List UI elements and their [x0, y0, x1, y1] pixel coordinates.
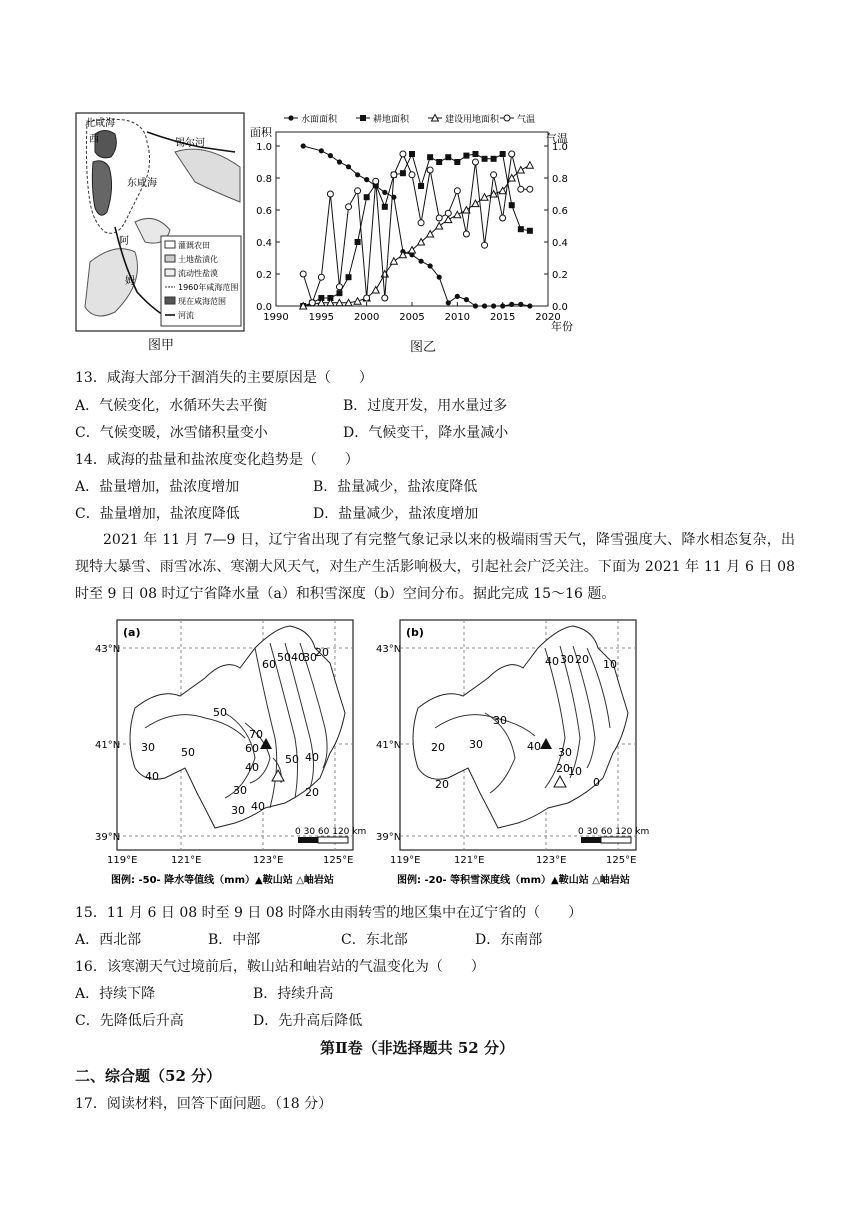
data-point — [446, 300, 451, 305]
caption-jia: 图甲 — [148, 338, 175, 353]
q15-option-a[interactable]: A．西北部 — [75, 932, 142, 948]
data-point — [526, 162, 533, 169]
q13-option-c[interactable]: C．气候变暖，冰雪储积量变小 — [75, 425, 268, 441]
legend-label: 气温 — [517, 115, 536, 125]
svg-text:1960年咸海范围: 1960年咸海范围 — [178, 283, 239, 292]
svg-text:70: 70 — [249, 728, 263, 741]
label-west: 西 — [89, 134, 99, 145]
data-point — [355, 172, 360, 177]
data-point — [518, 302, 523, 307]
data-point — [481, 194, 488, 201]
data-point — [463, 153, 469, 159]
data-point — [354, 298, 361, 305]
y-right-tick-label: 0.0 — [552, 302, 568, 313]
svg-text:20: 20 — [556, 762, 570, 775]
data-point — [491, 172, 497, 178]
data-point — [373, 178, 379, 184]
data-point — [409, 151, 415, 157]
svg-text:43°N: 43°N — [95, 644, 121, 655]
data-point — [418, 259, 423, 264]
x-tick-label: 2015 — [489, 312, 516, 323]
data-point — [428, 263, 433, 268]
data-point — [318, 274, 324, 280]
data-point — [499, 187, 506, 194]
x-tick-label: 1995 — [308, 312, 335, 323]
data-point — [364, 177, 369, 182]
svg-text:50: 50 — [181, 746, 195, 759]
data-point — [463, 231, 469, 237]
legend-label: 耕地面积 — [373, 115, 410, 125]
svg-text:121°E: 121°E — [171, 855, 202, 866]
svg-text:30: 30 — [141, 741, 155, 754]
data-point — [400, 170, 406, 176]
data-point — [372, 287, 379, 294]
svg-text:41°N: 41°N — [376, 740, 402, 751]
svg-text:121°E: 121°E — [454, 855, 485, 866]
y-left-tick-label: 0.8 — [256, 174, 272, 185]
svg-text:(a): (a) — [123, 626, 141, 639]
svg-text:20: 20 — [575, 653, 589, 666]
svg-text:41°N: 41°N — [95, 740, 121, 751]
data-point — [482, 242, 488, 248]
data-point — [509, 302, 514, 307]
data-point — [491, 156, 497, 162]
data-point — [288, 115, 293, 120]
q14-option-b[interactable]: B．盐量减少，盐浓度降低 — [313, 479, 478, 495]
data-point — [336, 290, 342, 296]
data-point — [336, 284, 342, 290]
q16-option-a[interactable]: A．持续下降 — [75, 986, 156, 1002]
label-amu-1: 阿 — [119, 236, 129, 247]
data-point — [427, 167, 433, 173]
data-point — [328, 153, 333, 158]
y-left-tick-label: 1.0 — [256, 142, 272, 153]
q15-stem: 15．11 月 6 日 08 时至 9 日 08 时降水由雨转雪的地区集中在辽宁省的（ ） — [75, 905, 583, 921]
data-point — [346, 204, 352, 210]
x-tick-label: 2005 — [399, 312, 425, 323]
svg-text:30: 30 — [303, 651, 317, 664]
data-point — [346, 274, 352, 280]
y-right-tick-label: 1.0 — [552, 142, 568, 153]
lon-labels — [107, 855, 636, 866]
data-point — [382, 204, 388, 210]
svg-text:10: 10 — [603, 658, 617, 671]
volume-title: 第Ⅱ卷（非选择题共 52 分） — [320, 1039, 514, 1057]
figure-yi — [248, 108, 593, 338]
svg-text:20: 20 — [305, 786, 319, 799]
data-point — [445, 154, 451, 160]
svg-text:123°E: 123°E — [253, 855, 284, 866]
data-point — [445, 210, 451, 216]
scale-a: 0 30 60 120 km — [295, 827, 367, 837]
chart-yi — [248, 108, 593, 338]
plot-frame — [276, 132, 548, 306]
data-point — [437, 275, 442, 280]
svg-text:123°E: 123°E — [536, 855, 567, 866]
svg-text:20: 20 — [431, 741, 445, 754]
y-left-tick-label: 0.2 — [256, 270, 272, 281]
svg-text:60: 60 — [262, 658, 276, 671]
label-east-aral: 东咸海 — [127, 178, 157, 189]
data-point — [436, 159, 442, 165]
x-tick-label: 2020 — [535, 312, 561, 323]
svg-text:40: 40 — [305, 751, 319, 764]
x-axis-label: 年份 — [551, 320, 573, 333]
data-point — [472, 159, 478, 165]
data-point — [390, 258, 397, 265]
data-point — [327, 191, 333, 197]
legend-label: 建设用地面积 — [445, 115, 500, 125]
data-point — [454, 211, 461, 218]
x-tick-label: 2010 — [444, 312, 471, 323]
q13-stem: 13．咸海大部分干涸消失的主要原因是（ ） — [75, 370, 373, 386]
data-point — [518, 186, 524, 192]
data-point — [360, 115, 366, 121]
svg-text:30: 30 — [558, 746, 572, 759]
data-point — [527, 186, 533, 192]
svg-text:0: 0 — [593, 776, 600, 789]
svg-text:20: 20 — [315, 646, 329, 659]
data-point — [491, 303, 496, 308]
svg-text:50: 50 — [285, 753, 299, 766]
right-axis-label: 气温 — [546, 132, 568, 145]
data-point — [500, 151, 506, 157]
legend-b: 图例: -20- 等积雪深度线（mm）▲鞍山站 △岫岩站 — [397, 875, 630, 886]
svg-text:40: 40 — [527, 740, 541, 753]
svg-text:30: 30 — [560, 653, 574, 666]
svg-text:119°E: 119°E — [107, 855, 138, 866]
map-a — [117, 620, 366, 850]
svg-text:39°N: 39°N — [95, 832, 121, 843]
x-tick-label: 2000 — [353, 312, 380, 323]
data-point — [418, 183, 424, 189]
svg-text:40: 40 — [245, 761, 259, 774]
liaoning-maps — [95, 618, 650, 893]
svg-text:流动性盐漠: 流动性盐漠 — [178, 269, 218, 278]
q16-stem: 16．该寒潮天气过境前后，鞍山站和岫岩站的气温变化为（ ） — [75, 959, 485, 975]
q16-option-c[interactable]: C．先降低后升高 — [75, 1013, 184, 1029]
section-title: 二、综合题（52 分） — [75, 1067, 222, 1085]
data-point — [509, 151, 515, 157]
data-point — [518, 226, 524, 232]
y-right-tick-label: 0.6 — [552, 206, 568, 217]
data-point — [455, 294, 460, 299]
svg-text:50: 50 — [213, 706, 227, 719]
caption-yi: 图乙 — [410, 340, 437, 355]
svg-text:40: 40 — [545, 655, 559, 668]
q16-option-b[interactable]: B．持续升高 — [253, 986, 334, 1002]
svg-text:125°E: 125°E — [606, 855, 637, 866]
y-left-tick-label: 0.4 — [256, 238, 272, 249]
data-point — [454, 188, 460, 194]
data-point — [409, 172, 415, 178]
q14-option-d[interactable]: D．盐量减少，盐浓度增加 — [313, 506, 479, 522]
y-left-tick-label: 0.6 — [256, 206, 272, 217]
q15-option-d[interactable]: D．东南部 — [475, 932, 543, 948]
svg-text:60: 60 — [245, 742, 259, 755]
svg-text:40: 40 — [291, 651, 305, 664]
data-point — [436, 215, 442, 221]
data-point — [482, 303, 487, 308]
svg-text:(b): (b) — [406, 626, 424, 639]
svg-text:土地盐渍化: 土地盐渍化 — [178, 255, 218, 264]
label-north-aral: 北咸海 — [85, 118, 115, 129]
data-point — [464, 297, 469, 302]
data-point — [301, 143, 306, 148]
x-tick-label: 1990 — [263, 312, 289, 323]
data-point — [300, 271, 306, 277]
svg-text:43°N: 43°N — [376, 644, 402, 655]
data-point — [427, 154, 433, 160]
svg-text:灌溉农田: 灌溉农田 — [178, 241, 210, 250]
data-point — [445, 216, 452, 223]
map-b — [400, 620, 649, 850]
svg-text:40: 40 — [145, 770, 159, 783]
q14-option-c[interactable]: C．盐量增加，盐浓度降低 — [75, 506, 240, 522]
svg-text:50: 50 — [277, 651, 291, 664]
svg-text:125°E: 125°E — [323, 855, 354, 866]
label-syr-river: 锡尔河 — [175, 138, 205, 149]
data-point — [517, 167, 524, 174]
data-point — [500, 215, 506, 221]
data-point — [319, 148, 324, 153]
svg-text:39°N: 39°N — [376, 832, 402, 843]
data-point — [391, 172, 397, 178]
data-point — [400, 151, 406, 157]
svg-text:10: 10 — [568, 765, 582, 778]
data-point — [337, 159, 342, 164]
aral-sea-map — [75, 112, 245, 332]
passage-15-16: 2021 年 11 月 7—9 日，辽宁省出现了有完整气象记录以来的极端雨雪天气，降雪强度大、降水相态复杂，出现特大暴雪、雨雪冰冻、寒潮大风天气，对生产生活影响极大，引起社会广泛关注。下面为 2021 年 11 月 6 日 08 时至 9 日 08 时辽宁省降水量（a）和积雪深度（b）空间分布。据此完成 15～16 题。 — [75, 532, 795, 602]
label-amu-2: 姆 — [125, 276, 135, 287]
figure-jia — [75, 112, 245, 332]
svg-text:30: 30 — [469, 738, 483, 751]
data-point — [382, 190, 387, 195]
y-right-tick-label: 0.8 — [552, 174, 568, 185]
svg-text:30: 30 — [233, 784, 247, 797]
data-point — [346, 164, 351, 169]
figure-maps — [95, 618, 650, 893]
y-right-tick-label: 0.4 — [552, 238, 568, 249]
q13-option-b[interactable]: B．过度开发，用水量过多 — [343, 398, 508, 414]
data-point — [309, 300, 315, 306]
data-point — [436, 223, 443, 230]
data-point — [504, 115, 510, 121]
q14-option-a[interactable]: A．盐量增加，盐浓度增加 — [75, 479, 240, 495]
q15-option-c[interactable]: C．东北部 — [341, 932, 408, 948]
data-point — [482, 156, 488, 162]
y-left-tick-label: 0.0 — [256, 302, 272, 313]
data-point — [500, 303, 505, 308]
left-axis-label: 面积 — [250, 126, 272, 139]
data-point — [364, 194, 370, 200]
data-point — [472, 200, 479, 207]
data-point — [418, 220, 424, 226]
q15-option-b[interactable]: B．中部 — [208, 932, 261, 948]
q14-stem: 14．咸海的盐量和盐浓度变化趋势是（ ） — [75, 452, 359, 468]
data-point — [355, 188, 361, 194]
legend-label: 水面面积 — [301, 115, 338, 125]
data-point — [473, 303, 478, 308]
q16-option-d[interactable]: D．先升高后降低 — [253, 1013, 363, 1029]
data-point — [355, 239, 361, 245]
q13-option-d[interactable]: D．气候变干，降水量减小 — [343, 425, 509, 441]
scale-b: 0 30 60 120 km — [578, 827, 650, 837]
data-point — [382, 295, 388, 301]
svg-text:河流: 河流 — [178, 311, 194, 320]
y-right-tick-label: 0.2 — [552, 270, 568, 281]
svg-text:119°E: 119°E — [390, 855, 421, 866]
data-point — [527, 228, 533, 234]
q17-stem: 17．阅读材料，回答下面问题。（18 分） — [75, 1096, 333, 1112]
q13-option-a[interactable]: A．气候变化，水循环失去平衡 — [75, 398, 268, 414]
svg-text:30: 30 — [493, 714, 507, 727]
svg-text:20: 20 — [435, 778, 449, 791]
data-point — [472, 151, 478, 157]
svg-text:30: 30 — [231, 804, 245, 817]
data-point — [364, 295, 370, 301]
svg-text:40: 40 — [251, 800, 265, 813]
data-point — [454, 159, 460, 165]
svg-text:现在咸海范围: 现在咸海范围 — [178, 297, 226, 306]
legend-a: 图例: -50- 降水等值线（mm）▲鞍山站 △岫岩站 — [111, 875, 334, 886]
data-point — [527, 303, 532, 308]
data-point — [509, 202, 515, 208]
